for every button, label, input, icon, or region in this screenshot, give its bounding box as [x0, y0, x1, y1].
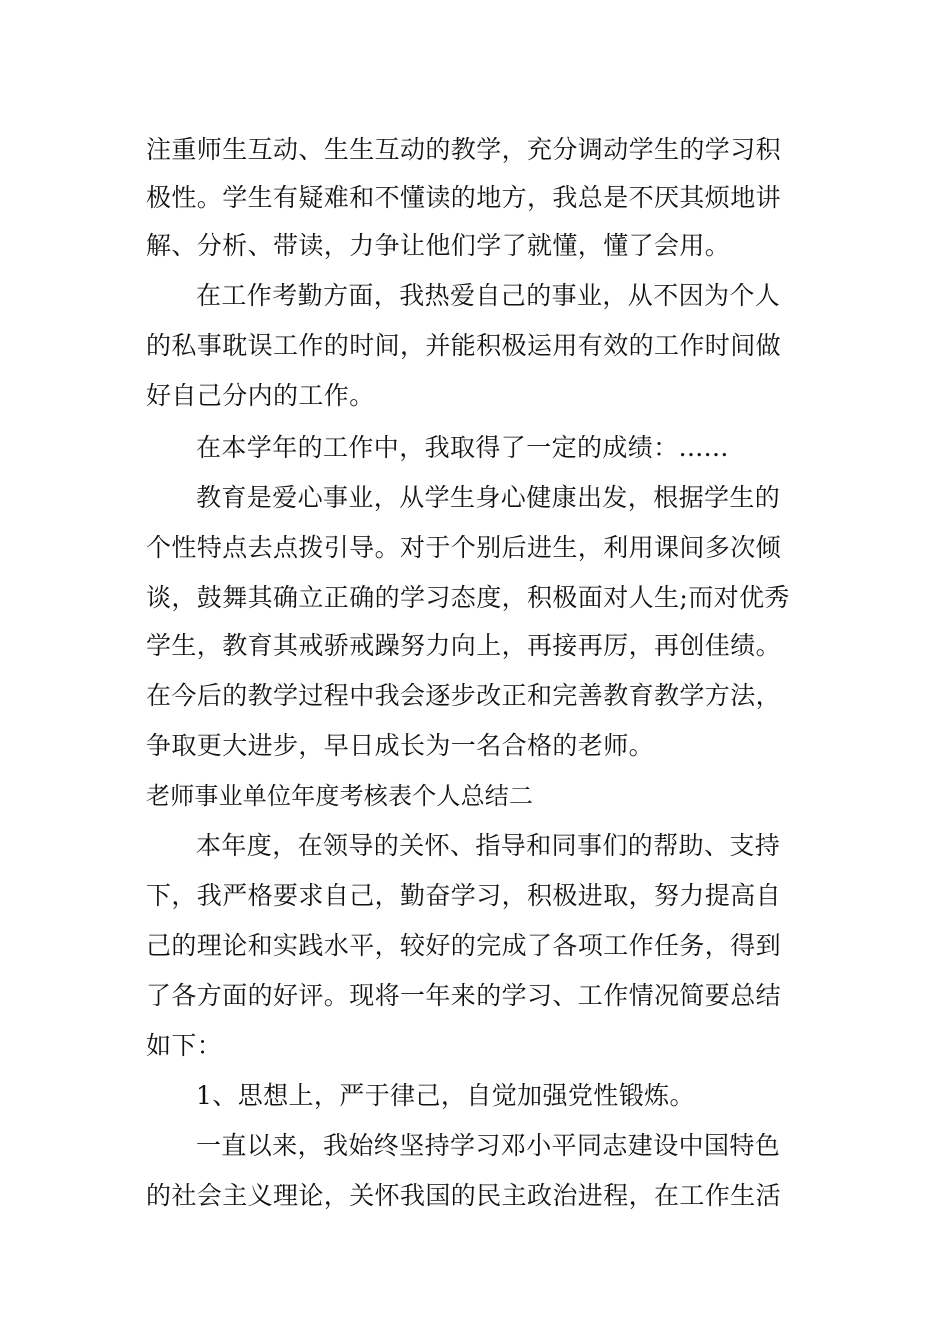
paragraph-line: 学生，教育其戒骄戒躁努力向上，再接再厉，再创佳绩。 [146, 631, 782, 660]
list-item-heading: 1、思想上，严于律己，自觉加强党性锻炼。 [196, 1081, 695, 1110]
paragraph-line: 注重师生互动、生生互动的教学，充分调动学生的学习积 [146, 135, 782, 164]
paragraph-line: 好自己分内的工作。 [146, 381, 375, 410]
section-heading: 老师事业单位年度考核表个人总结二 [146, 782, 534, 810]
paragraph-line: 谈，鼓舞其确立正确的学习态度，积极面对人生;而对优秀 [146, 583, 790, 612]
paragraph-line: 在本学年的工作中，我取得了一定的成绩：...... [196, 433, 729, 462]
paragraph-line: 如下： [146, 1031, 223, 1060]
paragraph-line: 的私事耽误工作的时间，并能积极运用有效的工作时间做 [146, 331, 782, 360]
paragraph-line: 在今后的教学过程中我会逐步改正和完善教育教学方法， [146, 681, 782, 710]
paragraph-line: 在工作考勤方面，我热爱自己的事业，从不因为个人 [196, 281, 781, 310]
paragraph-line: 极性。学生有疑难和不懂读的地方，我总是不厌其烦地讲 [146, 183, 782, 212]
paragraph-line: 一直以来，我始终坚持学习邓小平同志建设中国特色 [196, 1131, 781, 1160]
paragraph-line: 己的理论和实践水平，较好的完成了各项工作任务，得到 [146, 931, 782, 960]
paragraph-line: 本年度，在领导的关怀、指导和同事们的帮助、支持 [196, 831, 781, 860]
paragraph-line: 争取更大进步，早日成长为一名合格的老师。 [146, 731, 655, 760]
paragraph-line: 了各方面的好评。现将一年来的学习、工作情况简要总结 [146, 981, 782, 1010]
paragraph-line: 解、分析、带读，力争让他们学了就懂，懂了会用。 [146, 231, 731, 260]
paragraph-line: 的社会主义理论，关怀我国的民主政治进程，在工作生活 [146, 1181, 782, 1210]
paragraph-line: 教育是爱心事业，从学生身心健康出发，根据学生的 [196, 483, 781, 512]
paragraph-line: 个性特点去点拨引导。对于个别后进生，利用课间多次倾 [146, 533, 782, 562]
paragraph-line: 下，我严格要求自己，勤奋学习，积极进取，努力提高自 [146, 881, 782, 910]
